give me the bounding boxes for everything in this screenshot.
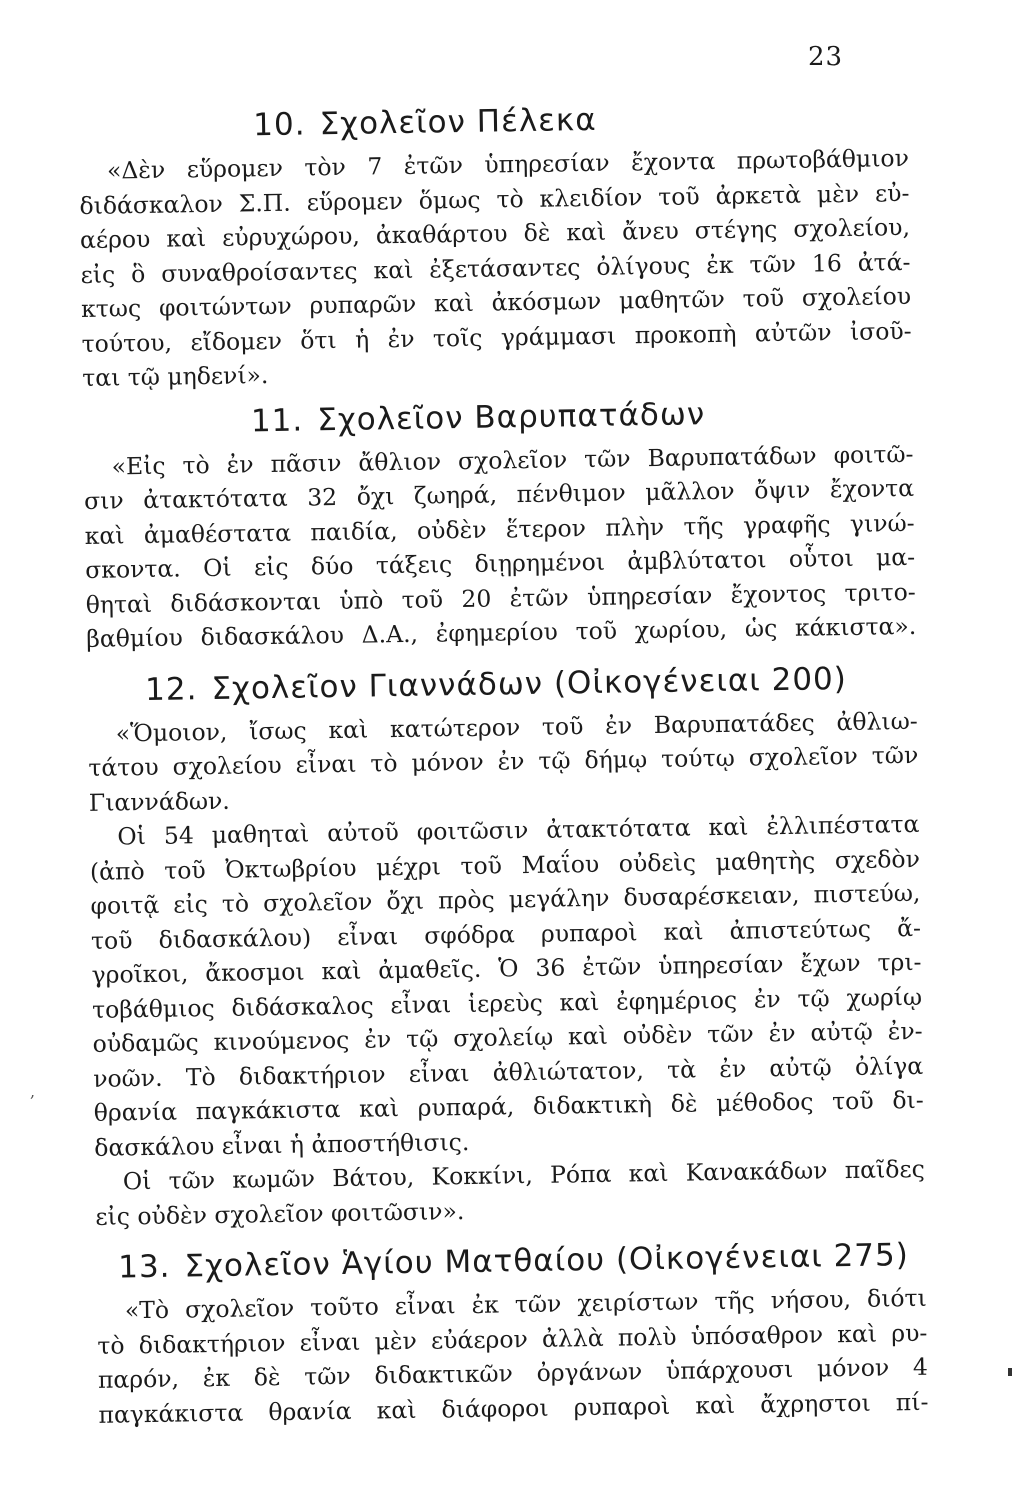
text-line: «Εἰς τὸ ἐν πᾶσιν ἄθλιον σχολεῖον τῶν Βαρυπατάδων φοιτῶ-: [111, 439, 914, 481]
text-line: σιν ἀτακτότατα 32 ὄχι ζωηρά, πένθιμον μᾶλλον ὄψιν ἔχοντα: [83, 473, 915, 515]
section-title: Σχολεῖον Πέλεκα: [319, 101, 597, 143]
text-line: καὶ ἀμαθέστατα παιδία, οὐδὲν ἕτερον πλὴν τῆς γραφῆς γινώ-: [84, 508, 915, 550]
text-line: τοβάθμιος διδάσκαλος εἶναι ἱερεὺς καὶ ἐφημέριος ἐν τῷ χωρίῳ: [91, 982, 923, 1024]
text-line: παγκάκιστα θρανία καὶ διάφοροι ρυπαροὶ καὶ ἄχρηστοι πί-: [98, 1387, 929, 1429]
section-11-paragraph: [83, 436, 916, 656]
text-line: τοῦ διδασκάλου) εἶναι σφόδρα ρυπαροὶ καὶ ἀπιστεύτως ἄ-: [90, 913, 922, 955]
text-line: θηταὶ διδάσκονται ὑπὸ τοῦ 20 ἐτῶν ὑπηρεσίαν ἔχοντος τριτο-: [85, 577, 916, 619]
text-line: εἰς οὐδὲν σχολεῖον φοιτῶσιν».: [95, 1196, 465, 1231]
section-heading-13: [96, 1237, 926, 1286]
text-line: «Δὲν εὕρομεν τὸν 7 ἐτῶν ὑπηρεσίαν ἔχοντα πρωτοβάθμιον: [106, 143, 910, 185]
text-line: Γιαννάδων.: [88, 786, 230, 817]
section-number: 10.: [252, 106, 306, 144]
text-line: τάτου σχολείου εἶναι τὸ μόνον ἐν τῷ δήμῳ τούτῳ σχολεῖον τῶν: [88, 740, 919, 782]
text-line: ται τῷ μηδενί».: [81, 361, 269, 392]
edge-dot: [1008, 1368, 1012, 1376]
text-line: κτως φοιτώντων ρυπαρῶν καὶ ἀκόσμων μαθητῶν τοῦ σχολείου: [80, 281, 912, 323]
section-heading-12: [87, 659, 917, 708]
text-line: «Ὅμοιον, ἴσως καὶ κατώτερον τοῦ ἐν Βαρυπατάδες ἀθλιω-: [115, 706, 918, 747]
margin-mark: ,: [30, 1082, 36, 1101]
page-content: [78, 97, 929, 1432]
section-12-paragraph-3: [95, 1152, 926, 1234]
section-title: Σχολεῖον Βαρυπατάδων: [316, 395, 706, 438]
text-line: Οἱ 54 μαθηταὶ αὐτοῦ φοιτῶσιν ἀτακτότατα καὶ ἐλλιπέστατα: [117, 809, 920, 851]
text-line: τούτου, εἴδομεν ὅτι ἡ ἐν τοῖς γράμμασι προκοπὴ αὐτῶν ἰσοῦ-: [81, 316, 912, 358]
text-line: εἰς ὃ συναθροίσαντες καὶ ἐξετάσαντες ὀλίγους ἐκ τῶν 16 ἀτά-: [80, 247, 911, 289]
section-13-paragraph: [97, 1281, 929, 1432]
section-number: 13.: [117, 1248, 171, 1286]
text-line: γροῖκοι, ἄκοσμοι καὶ ἀμαθεῖς. Ὁ 36 ἐτῶν ὑπηρεσίαν ἔχων τρι-: [91, 947, 922, 989]
text-line: παρόν, ἐκ δὲ τῶν διδακτικῶν ὀργάνων ὑπάρχουσι μόνον 4: [97, 1352, 929, 1394]
section-12-paragraph-2: [89, 807, 924, 1165]
section-12-paragraph-1: [88, 703, 920, 820]
section-10-paragraph: [79, 141, 913, 396]
text-line: Οἱ τῶν κωμῶν Βάτου, Κοκκίνι, Ρόπα καὶ Κανακάδων παῖδες: [122, 1154, 925, 1196]
section-number: 12.: [144, 670, 198, 708]
text-line: αέρου καὶ εὐρυχώρου, ἀκαθάρτου δὲ καὶ ἄνευ στέγης σχολείου,: [79, 212, 911, 254]
text-line: οὐδαμῶς κινούμενος ἐν τῷ σχολείῳ καὶ οὐδὲν τῶν ἐν αὐτῷ ἐν-: [92, 1016, 923, 1058]
text-line: βαθμίου διδασκάλου Δ.Α., ἐφημερίου τοῦ χωρίου, ὡς κάκιστα».: [86, 611, 917, 653]
text-line: σκοντα. Οἱ εἰς δύο τάξεις διῃρημένοι ἀμβλύτατοι οὗτοι μα-: [85, 542, 916, 584]
text-line: θρανία παγκάκιστα καὶ ρυπαρά, διδακτικὴ δὲ μέθοδος τοῦ δι-: [93, 1085, 924, 1127]
text-line: «Τὸ σχολεῖον τοῦτο εἶναι ἐκ τῶν χειρίστων τῆς νήσου, διότι: [124, 1283, 927, 1325]
text-line: διδάσκαλον Σ.Π. εὕρομεν ὅμως τὸ κλειδίον τοῦ ἀρκετὰ μὲν εὐ-: [79, 178, 910, 220]
section-title: Σχολεῖον Ἁγίου Ματθαίου (Οἰκογένειαι 275): [184, 1237, 910, 1285]
section-heading-10: [78, 97, 908, 146]
section-title: Σχολεῖον Γιαννάδων (Οἰκογένειαι 200): [211, 660, 848, 707]
text-line: δασκάλου εἶναι ἡ ἀποστήθισις.: [94, 1127, 470, 1162]
section-heading-11: [83, 392, 913, 441]
text-line: (ἀπὸ τοῦ Ὀκτωβρίου μέχρι τοῦ Μαΐου οὐδεὶς μαθητὴς σχεδὸν: [89, 844, 921, 886]
text-line: τὸ διδακτήριον εἶναι μὲν εὐάερον ἀλλὰ πολὺ ὑπόσαθρον καὶ ρυ-: [97, 1318, 928, 1360]
text-line: νοῶν. Τὸ διδακτήριον εἶναι ἀθλιώτατον, τὰ ἐν αὐτῷ ὀλίγα: [92, 1051, 924, 1093]
page-number: 23: [808, 42, 844, 72]
text-line: φοιτᾷ εἰς τὸ σχολεῖον ὄχι πρὸς μεγάλην δυσαρέσκειαν, πιστεύω,: [90, 878, 921, 920]
section-number: 11.: [250, 402, 304, 439]
